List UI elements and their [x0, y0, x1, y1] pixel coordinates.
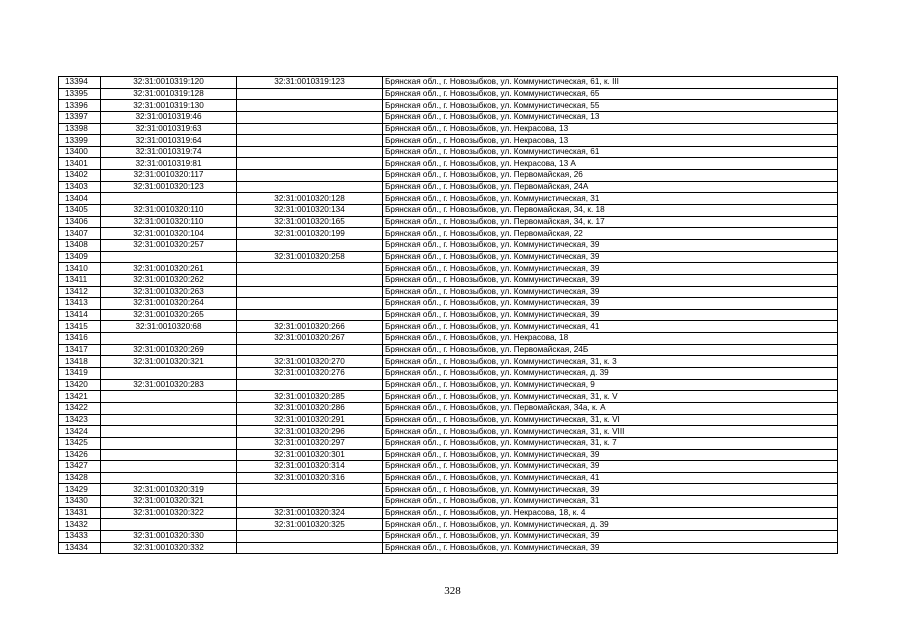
row-number-cell: 13406: [59, 216, 101, 228]
table-row: [59, 286, 838, 298]
cadastral-number-cell: [101, 472, 237, 484]
table-row: [59, 181, 838, 193]
cadastral-number-cell: [101, 368, 237, 380]
row-number-cell: 13400: [59, 146, 101, 158]
row-number-cell: 13394: [59, 77, 101, 89]
cadastral-number-cell: 32:31:0010320:104: [101, 228, 237, 240]
row-number-cell: 13432: [59, 519, 101, 531]
address-cell: Брянская обл., г. Новозыбков, ул. Первомайская, 34а, к. А: [383, 402, 838, 414]
table-row: [59, 391, 838, 403]
address-cell: Брянская обл., г. Новозыбков, ул. Коммунистическая, 39: [383, 286, 838, 298]
cadastral-number-cell: [101, 519, 237, 531]
cadastral-number-cell: [101, 449, 237, 461]
row-number-cell: 13416: [59, 333, 101, 345]
table-row: [59, 449, 838, 461]
linked-cadastral-number-cell: 32:31:0010320:266: [237, 321, 383, 333]
row-number-cell: 13421: [59, 391, 101, 403]
address-cell: Брянская обл., г. Новозыбков, ул. Коммунистическая, 39: [383, 298, 838, 310]
linked-cadastral-number-cell: [237, 158, 383, 170]
cadastral-number-cell: 32:31:0010320:283: [101, 379, 237, 391]
cadastral-number-cell: 32:31:0010320:264: [101, 298, 237, 310]
row-number-cell: 13414: [59, 309, 101, 321]
cadastral-number-cell: 32:31:0010320:117: [101, 170, 237, 182]
table-row: [59, 158, 838, 170]
table-row: [59, 542, 838, 554]
address-cell: Брянская обл., г. Новозыбков, ул. Коммунистическая, 31, к. VI: [383, 414, 838, 426]
linked-cadastral-number-cell: [237, 344, 383, 356]
linked-cadastral-number-cell: 32:31:0010320:324: [237, 507, 383, 519]
address-cell: Брянская обл., г. Новозыбков, ул. Коммунистическая, 61: [383, 146, 838, 158]
table-row: [59, 414, 838, 426]
cadastral-number-cell: 32:31:0010319:63: [101, 123, 237, 135]
page-number: 328: [444, 585, 461, 597]
row-number-cell: 13430: [59, 496, 101, 508]
linked-cadastral-number-cell: 32:31:0010320:325: [237, 519, 383, 531]
linked-cadastral-number-cell: 32:31:0010320:286: [237, 402, 383, 414]
linked-cadastral-number-cell: [237, 530, 383, 542]
linked-cadastral-number-cell: 32:31:0010320:258: [237, 251, 383, 263]
row-number-cell: 13402: [59, 170, 101, 182]
row-number-cell: 13419: [59, 368, 101, 380]
cadastral-number-cell: 32:31:0010320:321: [101, 356, 237, 368]
table-row: [59, 251, 838, 263]
linked-cadastral-number-cell: 32:31:0010320:291: [237, 414, 383, 426]
linked-cadastral-number-cell: [237, 484, 383, 496]
linked-cadastral-number-cell: 32:31:0010320:314: [237, 461, 383, 473]
address-cell: Брянская обл., г. Новозыбков, ул. Коммунистическая, 31, к. 3: [383, 356, 838, 368]
table-row: [59, 530, 838, 542]
cadastre-table-body: [59, 77, 838, 554]
address-cell: Брянская обл., г. Новозыбков, ул. Коммунистическая, 61, к. III: [383, 77, 838, 89]
table-row: [59, 193, 838, 205]
address-cell: Брянская обл., г. Новозыбков, ул. Коммунистическая, д. 39: [383, 368, 838, 380]
address-cell: Брянская обл., г. Новозыбков, ул. Коммунистическая, 39: [383, 274, 838, 286]
cadastral-number-cell: [101, 193, 237, 205]
cadastral-number-cell: 32:31:0010320:110: [101, 216, 237, 228]
address-cell: Брянская обл., г. Новозыбков, ул. Некрасова, 18, к. 4: [383, 507, 838, 519]
linked-cadastral-number-cell: 32:31:0010320:267: [237, 333, 383, 345]
cadastre-table: [58, 76, 838, 554]
address-cell: Брянская обл., г. Новозыбков, ул. Первомайская, 24Б: [383, 344, 838, 356]
row-number-cell: 13425: [59, 437, 101, 449]
address-cell: Брянская обл., г. Новозыбков, ул. Коммунистическая, 39: [383, 251, 838, 263]
table-row: [59, 437, 838, 449]
linked-cadastral-number-cell: 32:31:0010320:285: [237, 391, 383, 403]
linked-cadastral-number-cell: 32:31:0010320:165: [237, 216, 383, 228]
cadastral-number-cell: [101, 426, 237, 438]
table-row: [59, 507, 838, 519]
table-row: [59, 333, 838, 345]
table-row: [59, 239, 838, 251]
table-row: [59, 426, 838, 438]
cadastral-number-cell: 32:31:0010320:332: [101, 542, 237, 554]
address-cell: Брянская обл., г. Новозыбков, ул. Коммунистическая, 39: [383, 542, 838, 554]
cadastral-number-cell: 32:31:0010319:46: [101, 111, 237, 123]
address-cell: Брянская обл., г. Новозыбков, ул. Коммунистическая, 9: [383, 379, 838, 391]
linked-cadastral-number-cell: [237, 239, 383, 251]
linked-cadastral-number-cell: [237, 135, 383, 147]
cadastral-number-cell: 32:31:0010320:110: [101, 205, 237, 217]
table-row: [59, 484, 838, 496]
table-row: [59, 263, 838, 275]
row-number-cell: 13429: [59, 484, 101, 496]
cadastral-number-cell: 32:31:0010320:261: [101, 263, 237, 275]
table-row: [59, 461, 838, 473]
row-number-cell: 13397: [59, 111, 101, 123]
linked-cadastral-number-cell: 32:31:0010320:316: [237, 472, 383, 484]
row-number-cell: 13410: [59, 263, 101, 275]
address-cell: Брянская обл., г. Новозыбков, ул. Коммунистическая, 55: [383, 100, 838, 112]
table-row: [59, 123, 838, 135]
row-number-cell: 13415: [59, 321, 101, 333]
linked-cadastral-number-cell: [237, 100, 383, 112]
linked-cadastral-number-cell: 32:31:0010320:297: [237, 437, 383, 449]
table-row: [59, 77, 838, 89]
address-cell: Брянская обл., г. Новозыбков, ул. Первомайская, 26: [383, 170, 838, 182]
row-number-cell: 13395: [59, 88, 101, 100]
cadastral-number-cell: 32:31:0010320:265: [101, 309, 237, 321]
linked-cadastral-number-cell: [237, 263, 383, 275]
address-cell: Брянская обл., г. Новозыбков, ул. Коммунистическая, 31: [383, 496, 838, 508]
cadastral-number-cell: 32:31:0010320:322: [101, 507, 237, 519]
cadastral-number-cell: 32:31:0010319:74: [101, 146, 237, 158]
row-number-cell: 13412: [59, 286, 101, 298]
row-number-cell: 13413: [59, 298, 101, 310]
row-number-cell: 13399: [59, 135, 101, 147]
address-cell: Брянская обл., г. Новозыбков, ул. Коммунистическая, 31: [383, 193, 838, 205]
table-row: [59, 368, 838, 380]
linked-cadastral-number-cell: [237, 181, 383, 193]
address-cell: Брянская обл., г. Новозыбков, ул. Коммунистическая, 31, к. V: [383, 391, 838, 403]
table-row: [59, 298, 838, 310]
cadastral-number-cell: 32:31:0010320:269: [101, 344, 237, 356]
linked-cadastral-number-cell: [237, 170, 383, 182]
address-cell: Брянская обл., г. Новозыбков, ул. Коммунистическая, 39: [383, 530, 838, 542]
linked-cadastral-number-cell: 32:31:0010320:276: [237, 368, 383, 380]
row-number-cell: 13398: [59, 123, 101, 135]
cadastral-number-cell: 32:31:0010320:123: [101, 181, 237, 193]
row-number-cell: 13424: [59, 426, 101, 438]
row-number-cell: 13401: [59, 158, 101, 170]
linked-cadastral-number-cell: [237, 146, 383, 158]
linked-cadastral-number-cell: 32:31:0010320:296: [237, 426, 383, 438]
row-number-cell: 13428: [59, 472, 101, 484]
cadastral-number-cell: 32:31:0010319:81: [101, 158, 237, 170]
address-cell: Брянская обл., г. Новозыбков, ул. Первомайская, 22: [383, 228, 838, 240]
row-number-cell: 13409: [59, 251, 101, 263]
linked-cadastral-number-cell: [237, 309, 383, 321]
address-cell: Брянская обл., г. Новозыбков, ул. Коммунистическая, 41: [383, 472, 838, 484]
row-number-cell: 13431: [59, 507, 101, 519]
row-number-cell: 13427: [59, 461, 101, 473]
table-row: [59, 379, 838, 391]
row-number-cell: 13417: [59, 344, 101, 356]
linked-cadastral-number-cell: 32:31:0010320:270: [237, 356, 383, 368]
row-number-cell: 13411: [59, 274, 101, 286]
address-cell: Брянская обл., г. Новозыбков, ул. Коммунистическая, 39: [383, 239, 838, 251]
address-cell: Брянская обл., г. Новозыбков, ул. Коммунистическая, 41: [383, 321, 838, 333]
table-row: [59, 216, 838, 228]
cadastral-number-cell: [101, 437, 237, 449]
row-number-cell: 13407: [59, 228, 101, 240]
address-cell: Брянская обл., г. Новозыбков, ул. Некрасова, 13: [383, 135, 838, 147]
linked-cadastral-number-cell: [237, 286, 383, 298]
cadastral-number-cell: 32:31:0010319:64: [101, 135, 237, 147]
linked-cadastral-number-cell: [237, 111, 383, 123]
cadastral-number-cell: 32:31:0010320:330: [101, 530, 237, 542]
row-number-cell: 13405: [59, 205, 101, 217]
table-row: [59, 519, 838, 531]
cadastral-number-cell: [101, 391, 237, 403]
row-number-cell: 13408: [59, 239, 101, 251]
row-number-cell: 13423: [59, 414, 101, 426]
address-cell: Брянская обл., г. Новозыбков, ул. Коммунистическая, 65: [383, 88, 838, 100]
row-number-cell: 13433: [59, 530, 101, 542]
cadastral-number-cell: 32:31:0010319:130: [101, 100, 237, 112]
cadastral-number-cell: 32:31:0010319:120: [101, 77, 237, 89]
linked-cadastral-number-cell: [237, 379, 383, 391]
cadastral-number-cell: [101, 251, 237, 263]
table-row: [59, 135, 838, 147]
address-cell: Брянская обл., г. Новозыбков, ул. Коммунистическая, 13: [383, 111, 838, 123]
row-number-cell: 13420: [59, 379, 101, 391]
row-number-cell: 13396: [59, 100, 101, 112]
cadastral-number-cell: 32:31:0010320:321: [101, 496, 237, 508]
linked-cadastral-number-cell: [237, 274, 383, 286]
address-cell: Брянская обл., г. Новозыбков, ул. Коммунистическая, д. 39: [383, 519, 838, 531]
table-row: [59, 88, 838, 100]
address-cell: Брянская обл., г. Новозыбков, ул. Коммунистическая, 39: [383, 309, 838, 321]
table-row: [59, 472, 838, 484]
linked-cadastral-number-cell: 32:31:0010319:123: [237, 77, 383, 89]
cadastral-number-cell: 32:31:0010320:263: [101, 286, 237, 298]
linked-cadastral-number-cell: [237, 542, 383, 554]
table-row: [59, 402, 838, 414]
linked-cadastral-number-cell: 32:31:0010320:301: [237, 449, 383, 461]
address-cell: Брянская обл., г. Новозыбков, ул. Коммунистическая, 39: [383, 449, 838, 461]
table-row: [59, 496, 838, 508]
address-cell: Брянская обл., г. Новозыбков, ул. Некрасова, 13 А: [383, 158, 838, 170]
linked-cadastral-number-cell: 32:31:0010320:199: [237, 228, 383, 240]
address-cell: Брянская обл., г. Новозыбков, ул. Первомайская, 34, к. 17: [383, 216, 838, 228]
table-row: [59, 356, 838, 368]
row-number-cell: 13404: [59, 193, 101, 205]
linked-cadastral-number-cell: [237, 88, 383, 100]
table-row: [59, 228, 838, 240]
linked-cadastral-number-cell: 32:31:0010320:134: [237, 205, 383, 217]
table-row: [59, 321, 838, 333]
address-cell: Брянская обл., г. Новозыбков, ул. Некрасова, 13: [383, 123, 838, 135]
address-cell: Брянская обл., г. Новозыбков, ул. Первомайская, 34, к. 18: [383, 205, 838, 217]
row-number-cell: 13418: [59, 356, 101, 368]
row-number-cell: 13422: [59, 402, 101, 414]
table-row: [59, 344, 838, 356]
address-cell: Брянская обл., г. Новозыбков, ул. Коммунистическая, 39: [383, 461, 838, 473]
address-cell: Брянская обл., г. Новозыбков, ул. Коммунистическая, 31, к. 7: [383, 437, 838, 449]
table-row: [59, 100, 838, 112]
cadastral-number-cell: [101, 402, 237, 414]
address-cell: Брянская обл., г. Новозыбков, ул. Некрасова, 18: [383, 333, 838, 345]
table-row: [59, 146, 838, 158]
cadastral-number-cell: 32:31:0010320:68: [101, 321, 237, 333]
address-cell: Брянская обл., г. Новозыбков, ул. Первомайская, 24А: [383, 181, 838, 193]
address-cell: Брянская обл., г. Новозыбков, ул. Коммунистическая, 39: [383, 484, 838, 496]
table-row: [59, 170, 838, 182]
address-cell: Брянская обл., г. Новозыбков, ул. Коммунистическая, 31, к. VIII: [383, 426, 838, 438]
cadastral-number-cell: 32:31:0010320:262: [101, 274, 237, 286]
row-number-cell: 13426: [59, 449, 101, 461]
cadastral-number-cell: 32:31:0010320:257: [101, 239, 237, 251]
row-number-cell: 13434: [59, 542, 101, 554]
linked-cadastral-number-cell: 32:31:0010320:128: [237, 193, 383, 205]
cadastral-number-cell: [101, 333, 237, 345]
linked-cadastral-number-cell: [237, 123, 383, 135]
address-cell: Брянская обл., г. Новозыбков, ул. Коммунистическая, 39: [383, 263, 838, 275]
table-row: [59, 205, 838, 217]
table-row: [59, 274, 838, 286]
table-row: [59, 111, 838, 123]
table-row: [59, 309, 838, 321]
cadastral-number-cell: 32:31:0010319:128: [101, 88, 237, 100]
cadastral-number-cell: [101, 414, 237, 426]
row-number-cell: 13403: [59, 181, 101, 193]
linked-cadastral-number-cell: [237, 496, 383, 508]
linked-cadastral-number-cell: [237, 298, 383, 310]
cadastral-number-cell: 32:31:0010320:319: [101, 484, 237, 496]
cadastral-number-cell: [101, 461, 237, 473]
